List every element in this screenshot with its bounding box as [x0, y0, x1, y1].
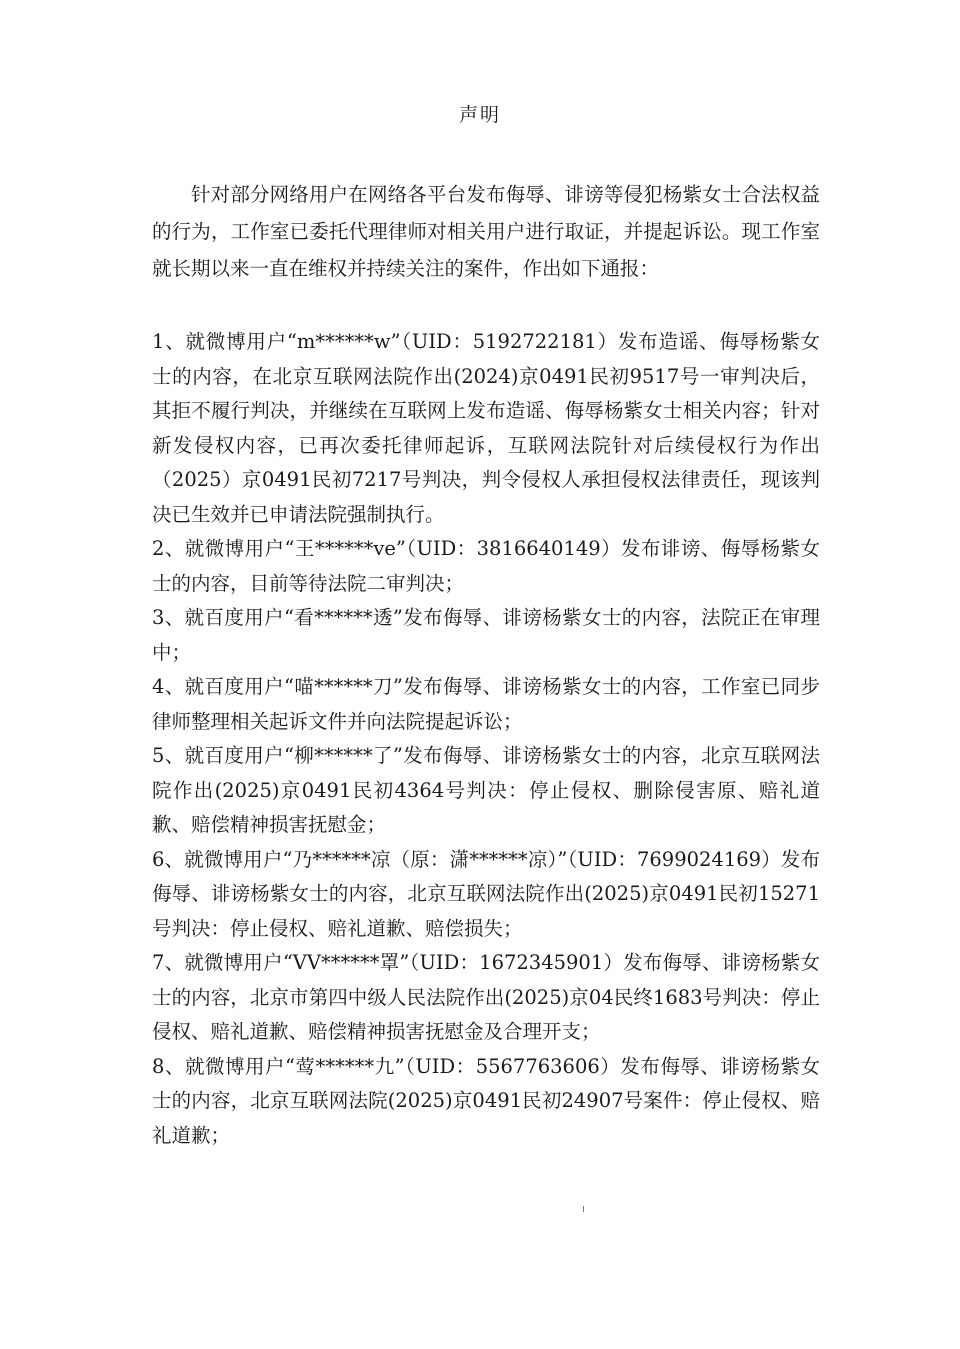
case-item-3: 3、就百度用户“看******透”发布侮辱、诽谤杨紫女士的内容，法院正在审理中； [152, 606, 820, 664]
case-list [152, 325, 820, 1153]
case-item-7: 7、就微博用户“VV******罩”（UID：1672345901）发布侮辱、诽谤杨紫女士的内容，北京市第四中级人民法院作出(2025)京04民终1683号判决：停止侵权、赔礼道歉、赔偿精神损害抚慰金及合理开支； [152, 951, 820, 1043]
case-item-5: 5、就百度用户“柳******了”发布侮辱、诽谤杨紫女士的内容，北京互联网法院作出(2025)京0491民初4364号判决：停止侵权、删除侵害原、赔礼道歉、赔偿精神损害抚慰金； [152, 744, 820, 836]
case-item-4: 4、就百度用户“喵******刀”发布侮辱、诽谤杨紫女士的内容，工作室已同步律师整理相关起诉文件并向法院提起诉讼； [152, 675, 820, 733]
case-item-8: 8、就微博用户“莺******九”（UID：5567763606）发布侮辱、诽谤杨紫女士的内容，北京互联网法院(2025)京0491民初24907号案件：停止侵权、赔礼道歉； [152, 1054, 820, 1147]
scan-mark [583, 1206, 584, 1212]
document-title: 声明 [458, 104, 501, 126]
case-item-6: 6、就微博用户“乃******凉（原：潇******凉）”（UID：7699024169）发布侮辱、诽谤杨紫女士的内容，北京互联网法院作出(2025)京0491民初15271号判决：停止侵权、赔礼道歉、赔偿损失； [152, 847, 820, 940]
intro-paragraph: 针对部分网络用户在网络各平台发布侮辱、诽谤等侵犯杨紫女士合法权益的行为，工作室已委托代理律师对相关用户进行取证，并提起诉讼。现工作室就长期以来一直在维权并持续关注的案件，作出如下通报： [152, 183, 820, 280]
case-item-1: 1、就微博用户“m******w”（UID：5192722181）发布造谣、侮辱杨紫女士的内容，在北京互联网法院作出(2024)京0491民初9517号一审判决后，其拒不履行判决，并继续在互联网上发布造谣、侮辱杨紫女士相关内容；针对新发侵权内容，已再次委托律师起诉，互联网法院针对后续侵权行为作出（2025）京0491民初7217号判决，判令侵权人承担侵权法律责任，现该判决已生效并已申请法院强制执行。 [152, 330, 820, 526]
case-item-2: 2、就微博用户“王******ve”（UID：3816640149）发布诽谤、侮辱杨紫女士的内容，目前等待法院二审判决； [152, 537, 820, 595]
